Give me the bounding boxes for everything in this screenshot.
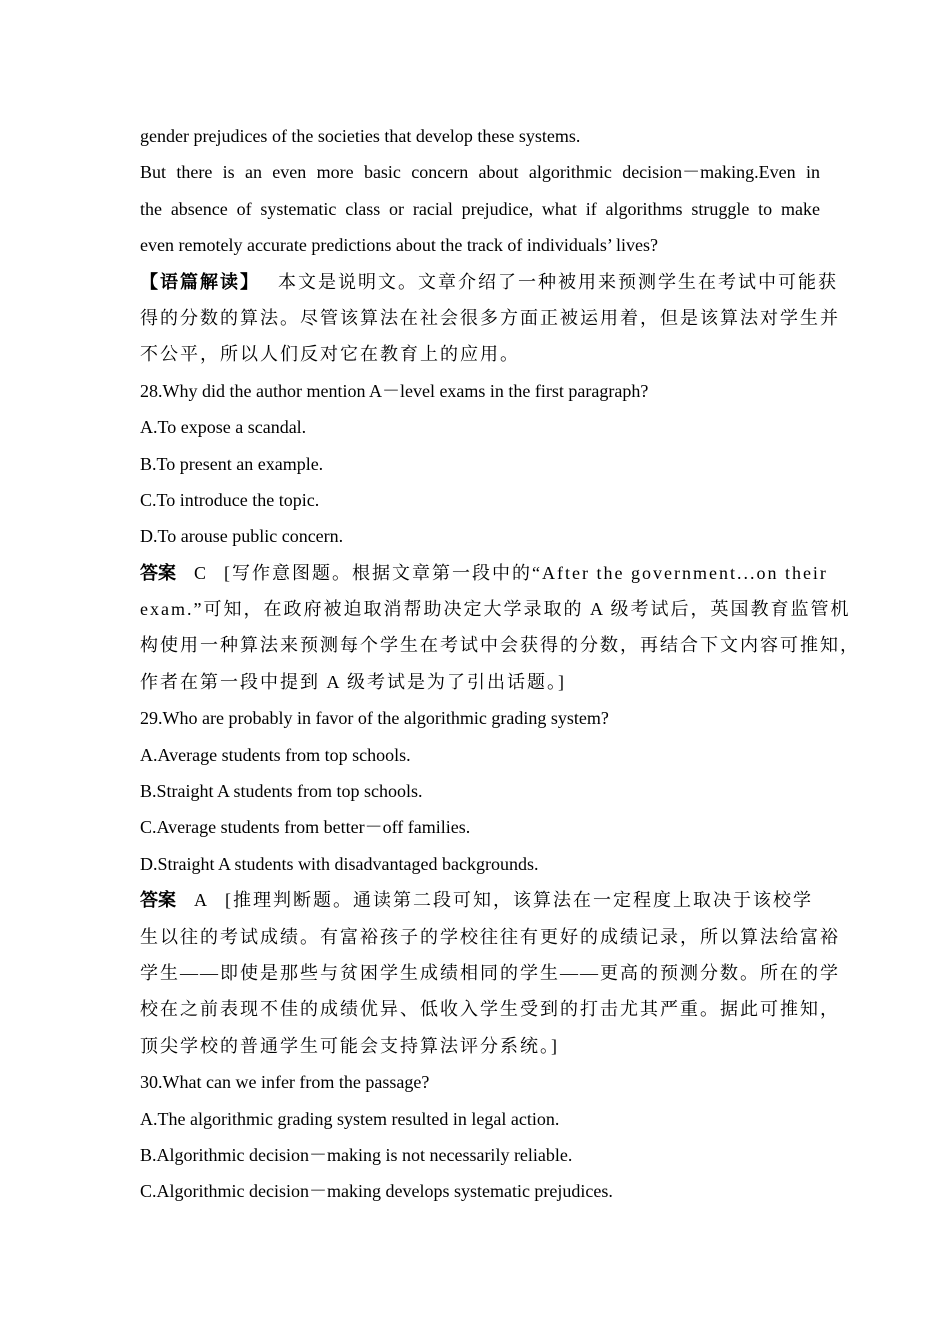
passage-line: gender prejudices of the societies that develop these systems. [140, 126, 581, 146]
option-b: B.Algorithmic decision－making is not necessarily reliable. [140, 1144, 573, 1165]
option-a: A.Average students from top schools. [140, 744, 411, 765]
answer-line [140, 882, 820, 918]
question-stem: 28.Why did the author mention A－level exams in the first paragraph? [140, 380, 649, 401]
question-stem: 29.Who are probably in favor of the algorithmic grading system? [140, 708, 609, 729]
answer-letter: C [194, 562, 207, 583]
analysis-line [140, 264, 838, 300]
explanation-line: 构使用一种算法来预测每个学生在考试中会获得的分数，再结合下文内容可推知， [140, 635, 860, 656]
option-a: A.The algorithmic grading system resulted in legal action. [140, 1108, 560, 1129]
passage-line: But there is an even more basic concern about algorithmic decision－making.Even in [140, 162, 820, 183]
answer-explanation: [推理判断题。通读第二段可知，该算法在一定程度上取决于该校学 [225, 890, 813, 911]
option-a: A.To expose a scandal. [140, 417, 307, 438]
answer-explanation: [写作意图题。根据文章第一段中的“After the government...on their [224, 562, 828, 583]
option-c: C.To introduce the topic. [140, 489, 320, 510]
option-c: C.Algorithmic decision－making develops systematic prejudices. [140, 1181, 613, 1202]
answer-label: 答案 [140, 562, 176, 583]
option-b: B.Straight A students from top schools. [140, 781, 423, 802]
analysis-label: 【语篇解读】 [140, 271, 260, 292]
passage-line: the absence of systematic class or racial prejudice, what if algorithms struggle to make [140, 198, 820, 219]
option-d: D.Straight A students with disadvantaged backgrounds. [140, 853, 539, 874]
analysis-line: 得的分数的算法。尽管该算法在社会很多方面正被运用着，但是该算法对学生并 [140, 307, 840, 328]
explanation-line: 校在之前表现不佳的成绩优异、低收入学生受到的打击尤其严重。据此可推知， [140, 999, 840, 1020]
explanation-line: 学生——即使是那些与贫困学生成绩相同的学生——更高的预测分数。所在的学 [140, 962, 840, 983]
explanation-line: 生以往的考试成绩。有富裕孩子的学校往往有更好的成绩记录，所以算法给富裕 [140, 926, 840, 947]
question-stem: 30.What can we infer from the passage? [140, 1072, 430, 1093]
answer-line [140, 555, 828, 591]
analysis-text: 本文是说明文。文章介绍了一种被用来预测学生在考试中可能获 [278, 271, 838, 292]
option-c: C.Average students from better－off families. [140, 817, 471, 838]
answer-label: 答案 [140, 890, 176, 911]
explanation-line: 作者在第一段中提到 A 级考试是为了引出话题。] [140, 671, 566, 692]
explanation-line: 顶尖学校的普通学生可能会支持算法评分系统。] [140, 1035, 559, 1056]
option-b: B.To present an example. [140, 453, 324, 474]
document-page [140, 118, 860, 1210]
analysis-line: 不公平，所以人们反对它在教育上的应用。 [140, 344, 520, 365]
passage-line: even remotely accurate predictions about the track of individuals’ lives? [140, 235, 658, 256]
answer-letter: A [194, 890, 207, 911]
explanation-line: exam.”可知，在政府被迫取消帮助决定大学录取的 A 级考试后，英国教育监管机 [140, 599, 851, 620]
option-d: D.To arouse public concern. [140, 526, 344, 547]
